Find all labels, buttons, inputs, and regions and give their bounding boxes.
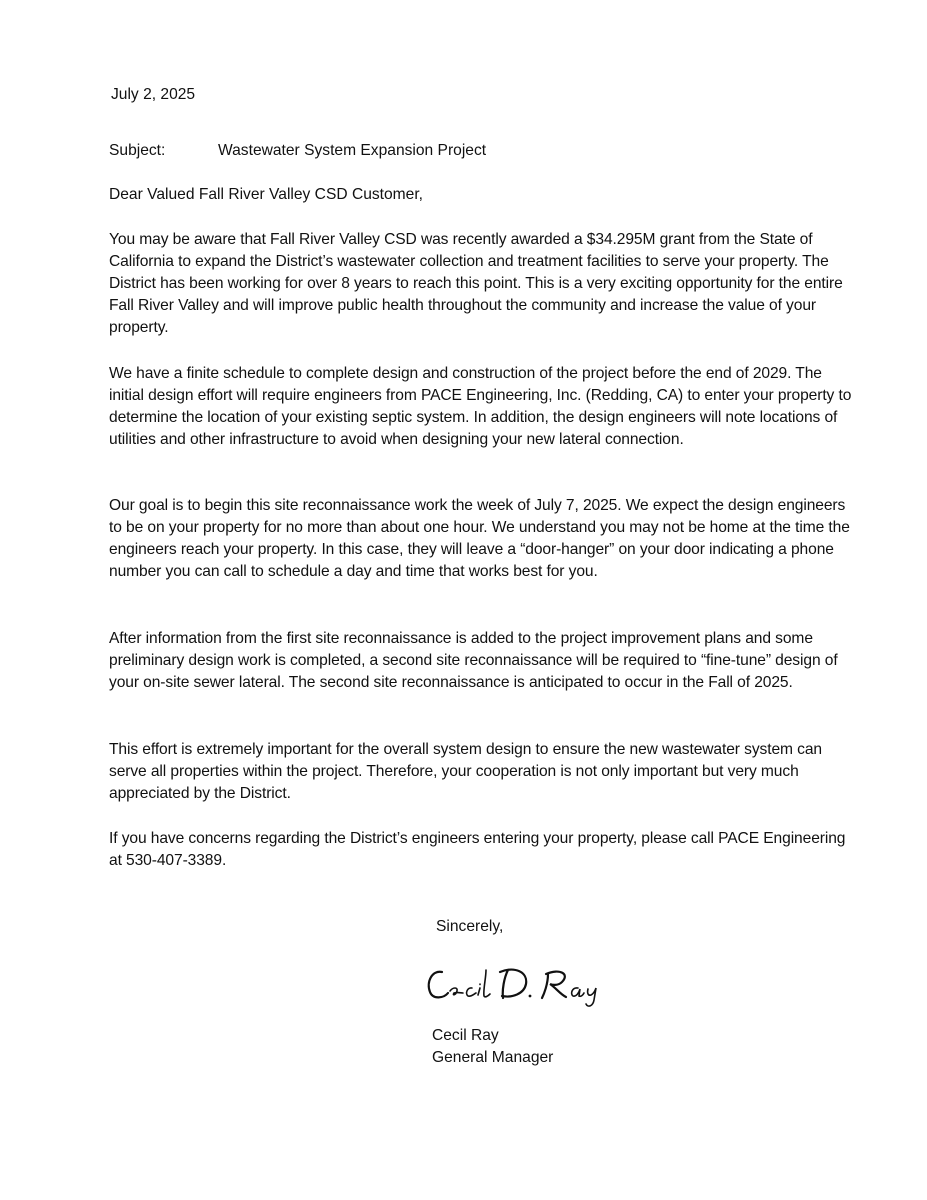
signature-image bbox=[420, 960, 620, 1010]
subject-text: Wastewater System Expansion Project bbox=[218, 142, 487, 159]
paragraph: After information from the first site reconnaissance is added to the project improvement plans and some preliminary design work is completed, a second site reconnaissance will be required to “fine-tune” design of your on-site sewer lateral. The second site reconnaissance is anticipated to occur in the Fall of 2025. bbox=[109, 630, 838, 691]
paragraph: If you have concerns regarding the District’s engineers entering your property, please call PACE Engineering at 530-407-3389. bbox=[109, 830, 846, 869]
closing: Sincerely, bbox=[436, 918, 504, 935]
subject-label: Subject: bbox=[109, 142, 166, 159]
paragraph: We have a finite schedule to complete design and construction of the project before the end of 2029. The initial design effort will require engineers from PACE Engineering, Inc. (Redding, CA) to enter your property to determine the location of your existing septic system. In addition, the design engineers will note locations of utilities and other infrastructure to avoid when designing your new lateral connection. bbox=[109, 365, 852, 448]
salutation: Dear Valued Fall River Valley CSD Customer, bbox=[109, 186, 424, 203]
paragraph: Our goal is to begin this site reconnaissance work the week of July 7, 2025. We expect the design engineers to be on your property for no more than about one hour. We understand you may not be home at the time the engineers reach your property. In this case, they will leave a “door-hanger” on your door indicating a phone number you can call to schedule a day and time that works best for you. bbox=[109, 497, 850, 580]
letter-date: July 2, 2025 bbox=[111, 86, 196, 103]
paragraph: You may be aware that Fall River Valley CSD was recently awarded a $34.295M grant from the State of California to expand the District’s wastewater collection and treatment facilities to serve your property. The District has been working for over 8 years to reach this point. This is a very exciting opportunity for the entire Fall River Valley and will improve public health throughout the community and increase the value of your property. bbox=[109, 231, 843, 336]
signer-title: General Manager bbox=[432, 1049, 554, 1066]
signer-name: Cecil Ray bbox=[432, 1027, 499, 1044]
paragraph: This effort is extremely important for the overall system design to ensure the new wastewater system can serve all properties within the project. Therefore, your cooperation is not only important but very much appreciated by the District. bbox=[109, 741, 822, 802]
